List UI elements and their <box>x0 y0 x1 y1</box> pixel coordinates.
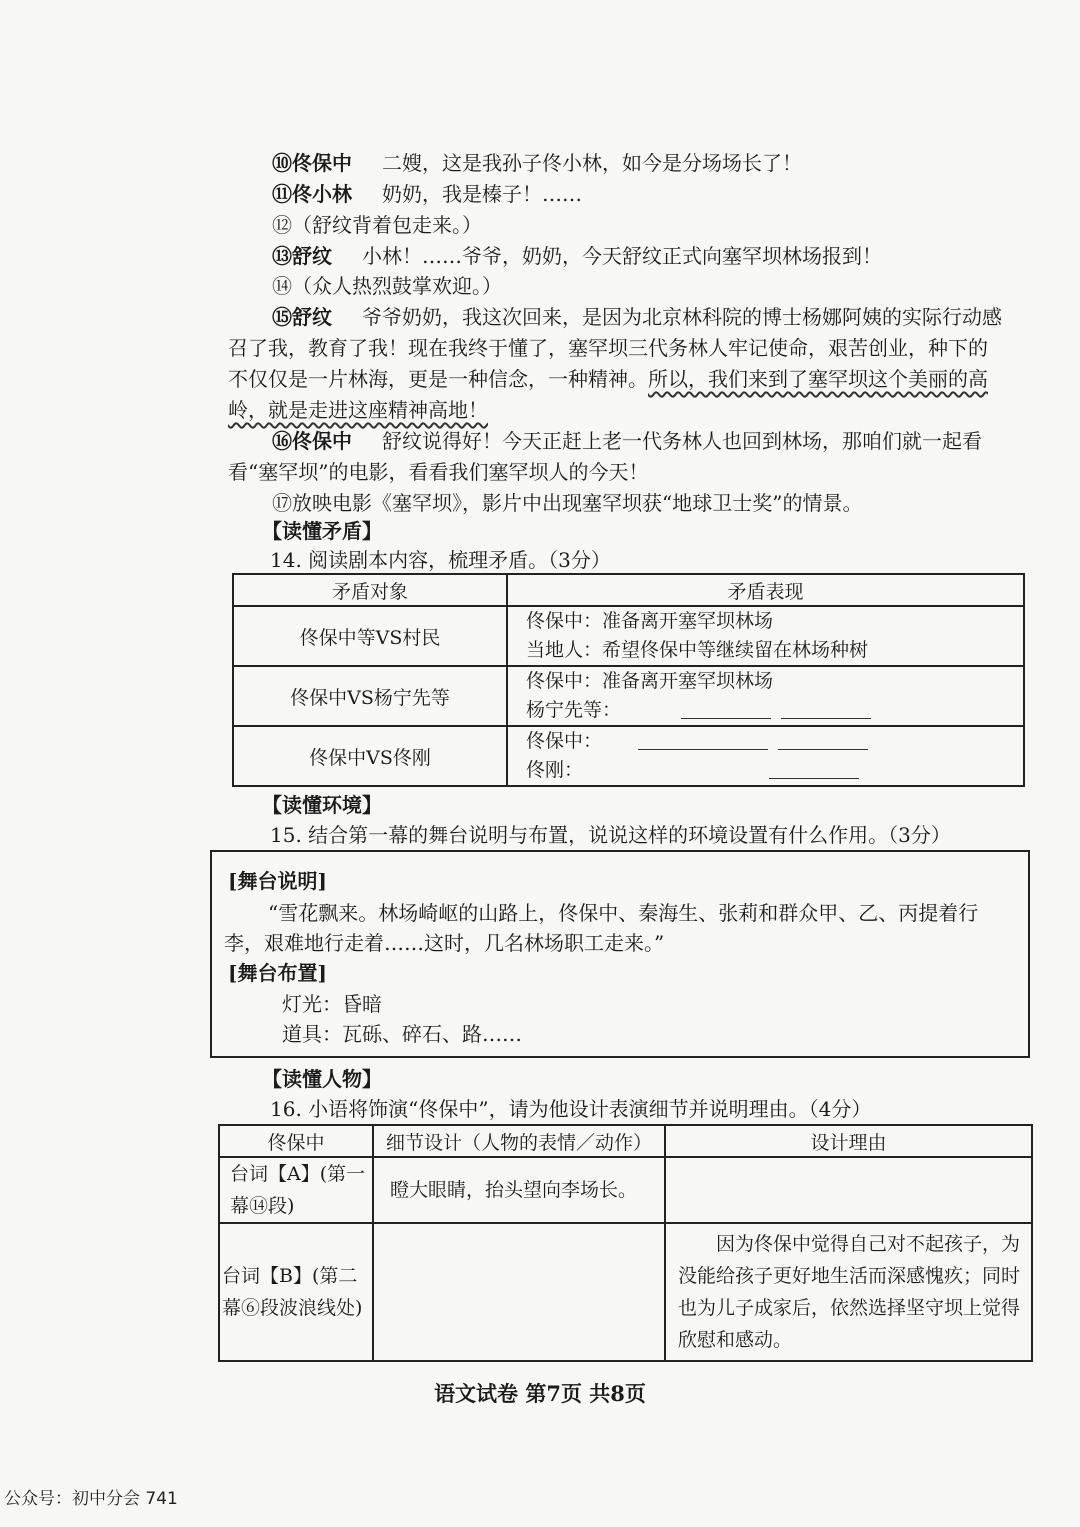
table-header: 细节设计（人物的表情／动作） <box>373 1125 665 1157</box>
dialogue: 小林！……爷爷，奶奶，今天舒纹正式向塞罕坝林场报到！ <box>362 244 882 268</box>
speaker: ⑮舒纹 <box>272 305 332 329</box>
table-row <box>233 606 1024 666</box>
conflict-object: 佟保中VS杨宁先等 <box>233 666 507 726</box>
conflict-expression <box>507 726 1024 786</box>
page-footer: 语文试卷 第7页 共8页 <box>434 1381 646 1406</box>
stage-light: 灯光：昏暗 <box>282 992 382 1016</box>
table-header: 设计理由 <box>665 1125 1032 1157</box>
script-line-16-cont: 看“塞罕坝”的电影，看看我们塞罕坝人的今天！ <box>228 460 649 484</box>
answer-blank[interactable] <box>769 764 859 779</box>
table-header: 矛盾对象 <box>233 574 507 606</box>
speaker: ⑩佟保中 <box>272 151 352 175</box>
conflict-expression <box>507 666 1024 726</box>
table-row <box>233 726 1024 786</box>
section-heading: 【读懂人物】 <box>262 1067 382 1091</box>
speaker: ⑯佟保中 <box>272 429 352 453</box>
dialogue: 二嫂，这是我孙子佟小林，如今是分场场长了！ <box>382 151 802 175</box>
detail-design[interactable] <box>373 1223 665 1361</box>
design-reason: 因为佟保中觉得自己对不起孩子，为没能给孩子更好地生活而深感愧疚；同时也为儿子成家后，依然选择坚守坝上觉得欣慰和感动。 <box>665 1223 1032 1361</box>
wavy-underlined-text: 所以，我们来到了塞罕坝这个美丽的高 <box>648 367 988 391</box>
stage-description-text: 李，艰难地行走着……这时，几名林场职工走来。” <box>224 931 665 955</box>
expression-line: 佟刚： <box>526 756 1023 785</box>
script-line-15 <box>272 302 1002 332</box>
question-15: 15. 结合第一幕的舞台说明与布置，说说这样的环境设置有什么作用。（3分） <box>270 823 951 847</box>
dialogue: 爷爷奶奶，我这次回来，是因为北京林科院的博士杨娜阿姨的实际行动感 <box>362 305 1002 329</box>
expression-line: 佟保中：准备离开塞罕坝林场 <box>526 670 774 692</box>
script-line-16 <box>272 426 982 456</box>
table-header: 矛盾表现 <box>507 574 1024 606</box>
performance-design-table <box>218 1124 1033 1362</box>
table-row <box>233 666 1024 726</box>
script-line-15-cont <box>228 395 488 425</box>
stage-description-box <box>210 850 1030 1058</box>
script-line-12: ⑫（舒纹背着包走来。） <box>272 213 482 237</box>
script-line-10 <box>272 148 802 178</box>
section-heading: 【读懂矛盾】 <box>262 519 382 543</box>
expression-line: 佟保中：准备离开塞罕坝林场 <box>526 610 774 632</box>
line-reference: 台词【B】(第二幕⑥段波浪线处) <box>219 1223 373 1361</box>
question-14: 14. 阅读剧本内容，梳理矛盾。（3分） <box>270 548 611 572</box>
table-header: 佟保中 <box>219 1125 373 1157</box>
wavy-underlined-text: 岭，就是走进这座精神高地！ <box>228 398 488 422</box>
detail-design: 瞪大眼睛，抬头望向李场长。 <box>373 1157 665 1223</box>
answer-blank[interactable] <box>778 735 868 750</box>
section-heading: 【读懂环境】 <box>262 793 382 817</box>
table-row <box>219 1223 1032 1361</box>
design-reason[interactable] <box>665 1157 1032 1223</box>
answer-blank[interactable] <box>781 704 871 719</box>
speaker: ⑬舒纹 <box>272 244 332 268</box>
table-row <box>219 1157 1032 1223</box>
conflict-object: 佟保中VS佟刚 <box>233 726 507 786</box>
watermark-text: 公众号：初中分会 741 <box>4 1489 178 1509</box>
stage-description-title: [舞台说明] <box>228 869 327 893</box>
expression-line: 佟保中： <box>526 727 1023 756</box>
line-reference: 台词【A】(第一幕⑭段) <box>219 1157 373 1223</box>
script-line-17: ⑰放映电影《塞罕坝》，影片中出现塞罕坝获“地球卫士奖”的情景。 <box>272 491 863 515</box>
stage-layout-title: [舞台布置] <box>228 961 327 985</box>
stage-props: 道具：瓦砾、碎石、路…… <box>282 1022 522 1046</box>
script-line-15-cont: 召了我，教育了我！现在我终于懂了，塞罕坝三代务林人牢记使命，艰苦创业，种下的 <box>228 336 988 360</box>
conflict-expression <box>507 606 1024 666</box>
expression-line: 当地人：希望佟保中等继续留在林场种树 <box>526 639 869 661</box>
script-line-15-cont <box>228 364 988 394</box>
script-line-14: ⑭（众人热烈鼓掌欢迎。） <box>272 274 502 298</box>
expression-line: 杨宁先等： <box>526 696 1023 725</box>
conflict-object: 佟保中等VS村民 <box>233 606 507 666</box>
dialogue: 舒纹说得好！今天正赶上老一代务林人也回到林场，那咱们就一起看 <box>382 429 982 453</box>
question-16: 16. 小语将饰演“佟保中”，请为他设计表演细节并说明理由。（4分） <box>270 1097 872 1121</box>
speaker: ⑪佟小林 <box>272 182 352 206</box>
conflict-table <box>232 573 1025 787</box>
answer-blank[interactable] <box>681 704 771 719</box>
dialogue: 不仅仅是一片林海，更是一种信念，一种精神。 <box>228 367 648 391</box>
script-line-13 <box>272 241 882 271</box>
stage-description-text: “雪花飘来。林场崎岖的山路上，佟保中、秦海生、张莉和群众甲、乙、丙提着行 <box>268 901 979 925</box>
dialogue: 奶奶，我是榛子！…… <box>382 182 582 206</box>
script-line-11 <box>272 179 582 209</box>
answer-blank[interactable] <box>638 735 768 750</box>
